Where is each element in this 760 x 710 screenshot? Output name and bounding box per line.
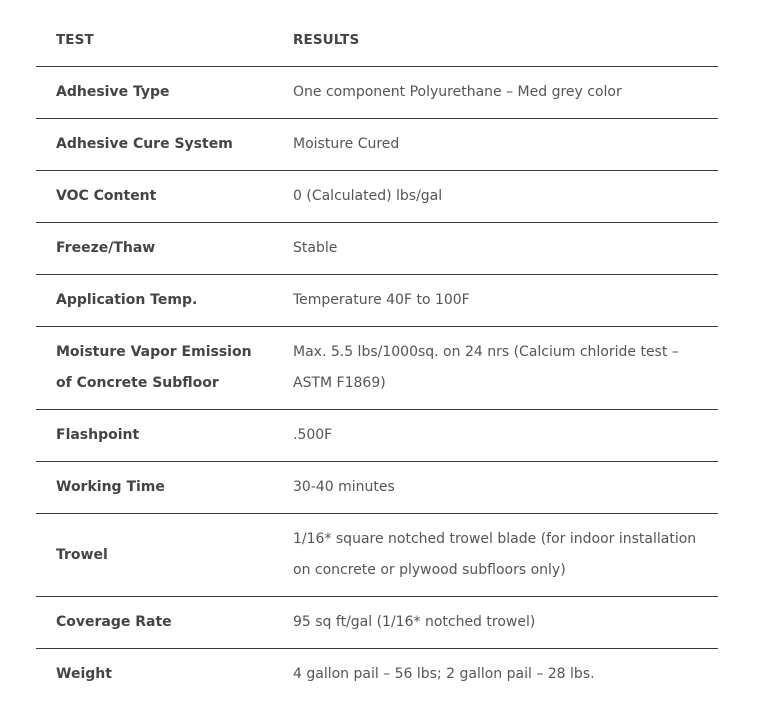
- test-result: Temperature 40F to 100F: [293, 292, 470, 308]
- test-name: Flashpoint: [56, 427, 140, 443]
- test-result-line-1: Max. 5.5 lbs/1000sq. on 24 nrs (Calcium chloride test –: [293, 344, 679, 360]
- test-name: Adhesive Type: [56, 84, 170, 100]
- test-name-line-1: Moisture Vapor Emission: [56, 344, 252, 360]
- test-result: 30-40 minutes: [293, 479, 395, 495]
- test-name: [36, 327, 293, 410]
- table-row: [36, 410, 718, 462]
- test-name: Coverage Rate: [56, 614, 172, 630]
- table-row: [36, 171, 718, 223]
- table-header-row: [36, 14, 718, 67]
- test-name: VOC Content: [56, 188, 157, 204]
- specifications-table: [36, 14, 718, 700]
- test-result: 95 sq ft/gal (1/16* notched trowel): [293, 614, 536, 630]
- test-name: Working Time: [56, 479, 165, 495]
- test-result-line-2: ASTM F1869): [293, 375, 386, 391]
- table-row: [36, 597, 718, 649]
- table-row: [36, 514, 718, 597]
- test-result: Stable: [293, 240, 338, 256]
- test-result: 4 gallon pail – 56 lbs; 2 gallon pail – 28 lbs.: [293, 666, 595, 682]
- test-name: Trowel: [56, 546, 108, 563]
- test-result-line-1: 1/16* square notched trowel blade (for indoor installation: [293, 531, 697, 547]
- header-test: TEST: [56, 32, 94, 48]
- table-row: [36, 649, 718, 701]
- test-result: Moisture Cured: [293, 136, 400, 152]
- test-result: 0 (Calculated) lbs/gal: [293, 188, 443, 204]
- header-results: RESULTS: [293, 32, 360, 48]
- table-row: [36, 223, 718, 275]
- table-row: [36, 462, 718, 514]
- test-result: [293, 514, 718, 597]
- test-name: Adhesive Cure System: [56, 136, 233, 152]
- test-result-line-2: on concrete or plywood subfloors only): [293, 562, 566, 578]
- table-row: [36, 67, 718, 119]
- test-name: Application Temp.: [56, 292, 198, 308]
- test-name: Weight: [56, 666, 112, 682]
- test-result: .500F: [293, 427, 333, 443]
- test-name: Freeze/Thaw: [56, 240, 156, 256]
- test-name-line-2: of Concrete Subfloor: [56, 375, 219, 391]
- table-row: [36, 119, 718, 171]
- test-result: [293, 327, 718, 410]
- table-row: [36, 275, 718, 327]
- test-result: One component Polyurethane – Med grey color: [293, 84, 622, 100]
- table-row: [36, 327, 718, 410]
